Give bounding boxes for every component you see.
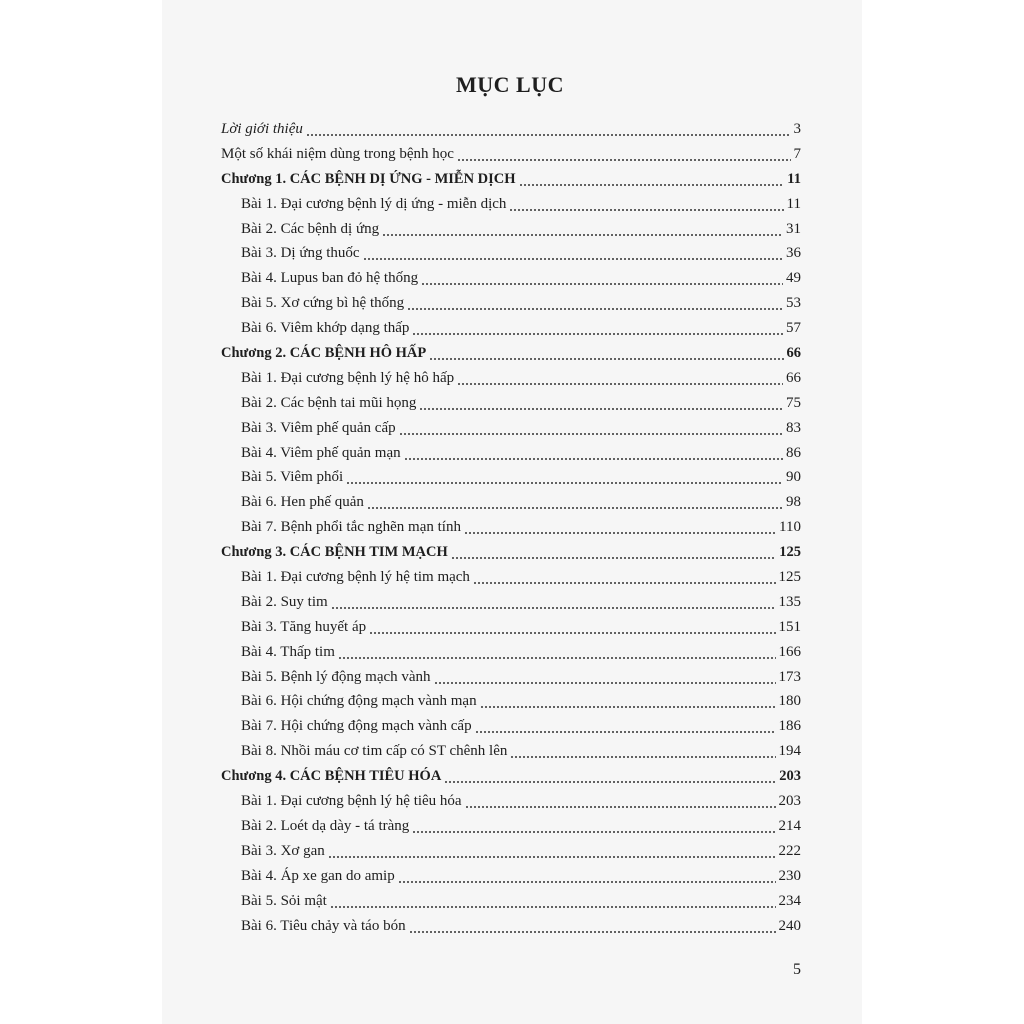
toc-entry-title: Chương 3. CÁC BỆNH TIM MẠCH [221,544,448,561]
dot-leader [419,391,783,416]
toc-entry-page: 90 [786,469,801,486]
dot-leader [407,291,783,316]
dot-leader [510,739,775,764]
dot-leader [465,789,776,814]
toc-entry[interactable] [221,714,801,739]
toc-entry-title: Bài 1. Đại cương bệnh lý hệ hô hấp [241,369,455,386]
toc-entry-title: Bài 3. Dị ứng thuốc [241,245,360,262]
toc-entry-title: Bài 4. Thấp tim [241,643,335,660]
toc-entry-page: 173 [778,668,801,685]
dot-leader [338,640,776,665]
dot-leader [444,764,776,789]
toc-entry-title: Bài 5. Xơ cứng bì hệ thống [241,295,405,312]
toc-entry-page: 49 [786,270,801,287]
toc-entry-title: Chương 4. CÁC BỆNH TIÊU HÓA [221,768,442,785]
dot-leader [434,665,776,690]
toc-entry-page: 230 [778,867,801,884]
toc-entry[interactable] [221,590,801,615]
table-of-contents [221,117,801,938]
toc-entry-page: 7 [793,145,801,162]
dot-leader [412,814,775,839]
toc-chapter-entry[interactable] [221,764,801,789]
toc-entry-page: 3 [793,121,801,137]
toc-entry[interactable] [221,864,801,889]
toc-entry-title: Bài 2. Loét dạ dày - tá tràng [241,817,410,834]
dot-leader [480,689,776,714]
toc-entry-title: Bài 6. Hen phế quản [241,494,364,511]
toc-chapter-entry[interactable] [221,167,801,192]
toc-entry[interactable] [221,142,801,167]
dot-leader [404,441,783,466]
dot-leader [457,366,783,391]
toc-entry[interactable] [221,615,801,640]
toc-entry-page: 98 [786,494,801,511]
dot-leader [330,889,776,914]
toc-entry[interactable] [221,490,801,515]
toc-entry-page: 203 [778,793,801,810]
toc-entry-title: Chương 2. CÁC BỆNH HÔ HẤP [221,345,427,362]
dot-leader [363,241,783,266]
toc-entry[interactable] [221,291,801,316]
toc-entry-page: 110 [779,519,801,536]
toc-entry-title: Bài 4. Lupus ban đỏ hệ thống [241,270,419,287]
dot-leader [399,416,783,441]
toc-entry[interactable] [221,889,801,914]
dot-leader [464,515,776,540]
dot-leader [475,714,776,739]
toc-entry-page: 203 [779,768,801,785]
toc-entry[interactable] [221,192,801,217]
toc-entry-title: Bài 3. Viêm phế quản cấp [241,419,396,436]
toc-entry-page: 186 [778,718,801,735]
toc-entry-page: 66 [786,369,801,386]
toc-entry-page: 240 [778,917,801,934]
toc-entry-title: Bài 4. Viêm phế quản mạn [241,444,401,461]
dot-leader [369,615,775,640]
toc-entry[interactable] [221,739,801,764]
dot-leader [328,839,776,864]
toc-entry-page: 83 [786,419,801,436]
toc-entry-page: 36 [786,245,801,262]
toc-entry[interactable] [221,665,801,690]
toc-entry[interactable] [221,217,801,242]
dot-leader [331,590,776,615]
toc-entry-title: Bài 1. Đại cương bệnh lý hệ tiêu hóa [241,793,462,810]
toc-entry-title: Một số khái niệm dùng trong bệnh học [221,145,454,162]
toc-entry-title: Bài 5. Sỏi mật [241,892,327,909]
toc-entry-title: Bài 8. Nhồi máu cơ tim cấp có ST chênh lên [241,743,508,760]
toc-entry[interactable] [221,914,801,939]
toc-entry-title: Bài 2. Suy tim [241,593,328,610]
dot-leader [421,266,783,291]
toc-entry-page: 66 [786,345,801,362]
toc-entry-title: Bài 2. Các bệnh tai mũi họng [241,394,417,411]
toc-entry-page: 180 [778,693,801,710]
toc-entry[interactable] [221,316,801,341]
toc-entry-page: 194 [778,743,801,760]
toc-entry-title: Bài 1. Đại cương bệnh lý dị ứng - miễn dịch [241,195,507,212]
toc-entry[interactable] [221,441,801,466]
toc-entry-title: Bài 5. Viêm phổi [241,469,344,486]
toc-entry-page: 11 [787,170,801,187]
toc-entry[interactable] [221,391,801,416]
toc-entry[interactable] [221,689,801,714]
toc-entry-title: Bài 5. Bệnh lý động mạch vành [241,668,431,685]
toc-entry-page: 53 [786,295,801,312]
toc-entry[interactable] [221,789,801,814]
dot-leader [409,914,776,939]
toc-chapter-entry[interactable] [221,540,801,565]
toc-entry[interactable] [221,266,801,291]
dot-leader [398,864,776,889]
page-number: 5 [793,961,801,978]
dot-leader [451,540,777,565]
toc-entry-page: 166 [778,643,801,660]
toc-entry[interactable] [221,117,801,142]
toc-entry[interactable] [221,416,801,441]
toc-entry-title: Bài 7. Bệnh phổi tắc nghẽn mạn tính [241,519,461,536]
toc-entry-title: Bài 7. Hội chứng động mạch vành cấp [241,718,472,735]
toc-entry-title: Chương 1. CÁC BỆNH DỊ ỨNG - MIỄN DỊCH [221,170,516,187]
dot-leader [306,117,791,142]
dot-leader [457,142,791,167]
toc-entry-page: 31 [786,220,801,237]
toc-entry-page: 151 [778,618,801,635]
toc-entry-page: 135 [778,593,801,610]
toc-entry-title: Bài 1. Đại cương bệnh lý hệ tim mạch [241,569,470,586]
toc-chapter-entry[interactable] [221,341,801,366]
dot-leader [412,316,783,341]
toc-entry-page: 11 [786,195,801,212]
dot-leader [346,465,783,490]
toc-entry-page: 86 [786,444,801,461]
dot-leader [382,217,783,242]
dot-leader [509,192,783,217]
dot-leader [429,341,783,366]
toc-entry-page: 125 [779,544,801,561]
toc-entry-title: Bài 4. Áp xe gan do amip [241,867,395,884]
page-title: MỤC LỤC [456,72,564,97]
toc-entry-page: 234 [778,892,801,909]
toc-entry-title: Lời giới thiệu [221,121,303,137]
toc-entry-title: Bài 3. Tăng huyết áp [241,618,367,635]
toc-entry-page: 125 [778,569,801,586]
dot-leader [519,167,785,192]
toc-entry[interactable] [221,241,801,266]
dot-leader [473,565,776,590]
toc-entry[interactable] [221,515,801,540]
toc-entry[interactable] [221,640,801,665]
toc-entry-title: Bài 6. Hội chứng động mạch vành mạn [241,693,477,710]
dot-leader [367,490,783,515]
toc-entry-page: 75 [786,394,801,411]
toc-entry-title: Bài 6. Tiêu chảy và táo bón [241,917,406,934]
toc-entry-title: Bài 2. Các bệnh dị ứng [241,220,380,237]
toc-entry[interactable] [221,814,801,839]
toc-entry[interactable] [221,465,801,490]
toc-entry[interactable] [221,839,801,864]
toc-entry-title: Bài 6. Viêm khớp dạng thấp [241,320,410,337]
toc-entry[interactable] [221,565,801,590]
toc-entry-page: 222 [778,842,801,859]
toc-entry-title: Bài 3. Xơ gan [241,842,325,859]
toc-entry[interactable] [221,366,801,391]
toc-entry-page: 57 [786,320,801,337]
toc-entry-page: 214 [778,817,801,834]
